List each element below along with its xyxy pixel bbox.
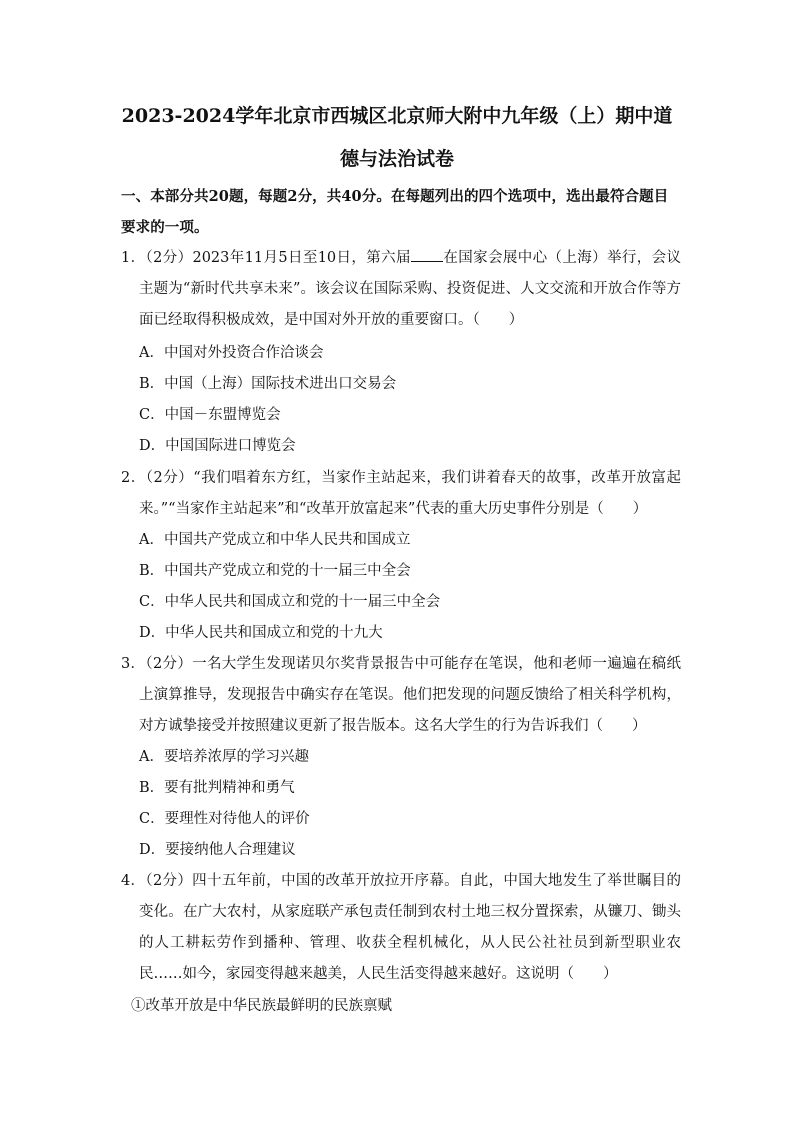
question-4-stem — [121, 866, 681, 990]
question-1-option-b: B．中国（上海）国际技术进出口交易会 — [139, 376, 397, 392]
question-3-option-b: B．要有批判精神和勇气 — [139, 780, 295, 796]
question-1-text-after-blank: 在国家会展中心（上海）举行，会议主题为“新时代共享未来”。该会议在国际采购、投资促进、人文交流和开放合作等方面已经取得积极成效，是中国对外开放的重要窗口。（ ） — [139, 250, 682, 328]
fill-in-blank — [411, 247, 443, 262]
question-3-stem — [121, 649, 681, 742]
exam-title-line-2: 德与法治试卷 — [339, 148, 454, 170]
question-1-text-before-blank: 1．（2分）2023年11月5日至10日，第六届 — [121, 250, 411, 266]
question-2-option-c: C．中华人民共和国成立和党的十一届三中全会 — [139, 594, 441, 610]
question-1-option-c: C．中国－东盟博览会 — [139, 407, 281, 423]
question-4-option-1: ①改革开放是中华民族最鲜明的民族禀赋 — [131, 998, 392, 1014]
question-2-option-d: D．中华人民共和国成立和党的十九大 — [139, 625, 383, 641]
question-3-option-c: C．要理性对待他人的评价 — [139, 811, 310, 827]
question-1-stem — [121, 243, 681, 336]
question-1-option-a: A．中国对外投资合作洽谈会 — [139, 345, 324, 361]
question-2-option-a: A．中国共产党成立和中华人民共和国成立 — [139, 532, 411, 548]
question-3-text: 3．（2分）一名大学生发现诺贝尔奖背景报告中可能存在笔误，他和老师一遍遍在稿纸上演算推导，发现报告中确实存在笔误。他们把发现的问题反馈给了相关科学机构，对方诚挚接受并按照建议更新了报告版本。这名大学生的行为告诉我们（ ） — [121, 656, 681, 734]
question-3-option-d: D．要接纳他人合理建议 — [139, 842, 296, 858]
question-2-text: 2．（2分）“我们唱着东方红，当家作主站起来，我们讲着春天的故事，改革开放富起来。”“当家作主站起来”和“改革开放富起来”代表的重大历史事件分别是（ ） — [121, 470, 681, 517]
question-4-text: 4．（2分）四十五年前，中国的改革开放拉开序幕。自此，中国大地发生了举世瞩目的变化。在广大农村，从家庭联产承包责任制到农村土地三权分置探索，从镰刀、锄头的人工耕耘劳作到播种、管理、收获全程机械化，从人民公社社员到新型职业农民……如今，家园变得越来越美，人民生活变得越来越好。这说明（ ） — [121, 873, 681, 982]
question-3-option-a: A．要培养浓厚的学习兴趣 — [139, 749, 309, 765]
question-1-option-d: D．中国国际进口博览会 — [139, 438, 296, 454]
question-2-stem — [121, 463, 681, 525]
section-heading: 一、本部分共20题，每题2分，共40分。在每题列出的四个选项中，选出最符合题目要求的一项。 — [121, 188, 669, 236]
exam-title-line-1: 2023-2024学年北京市西城区北京师大附中九年级（上）期中道 — [121, 105, 673, 127]
question-2-option-b: B．中国共产党成立和党的十一届三中全会 — [139, 563, 411, 579]
